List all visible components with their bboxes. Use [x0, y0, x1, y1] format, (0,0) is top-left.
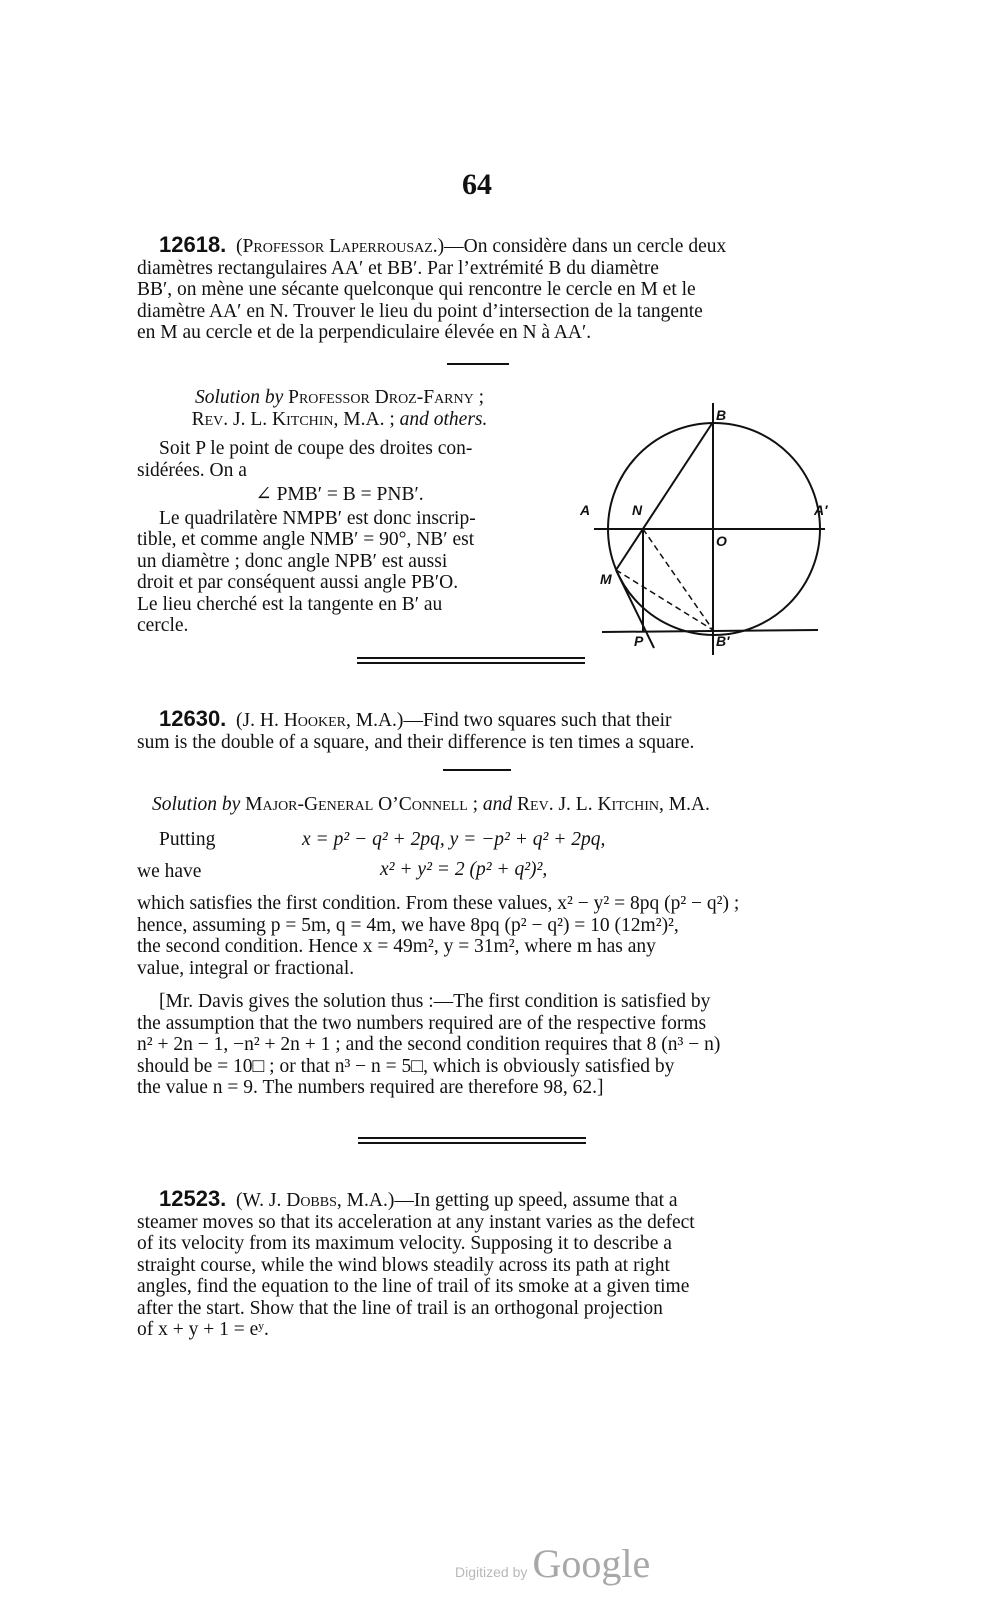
- label-m: M: [600, 571, 612, 587]
- problem-author: (Professor Laperrousaz.): [236, 236, 445, 257]
- problem-text: —Find two squares such that their: [403, 710, 672, 731]
- problem-text: BB′, on mène une sécante quelconque qui rencontre le cercle en M et le: [137, 279, 696, 300]
- problem-text: steamer moves so that its acceleration at any instant varies as the defect: [137, 1211, 695, 1233]
- davis-text: [Mr. Davis gives the solution thus :—The first condition is satisfied by: [159, 991, 711, 1012]
- short-rule: [443, 769, 511, 771]
- solver-names: Rev. J. L. Kitchin, M.A.: [517, 794, 710, 815]
- label-o: O: [716, 533, 727, 549]
- solution-text: tible, et comme angle NMB′ = 90°, NB′ est: [137, 529, 475, 550]
- geometry-figure: [570, 380, 830, 660]
- double-rule-bottom: [357, 662, 585, 664]
- problem-text: of its velocity from its maximum velocity. Supposing it to describe a: [137, 1233, 672, 1254]
- google-logo: Google: [532, 1541, 651, 1586]
- davis-text: the value n = 9. The numbers required are therefore 98, 62.]: [137, 1077, 604, 1098]
- double-rule-bottom: [358, 1142, 586, 1144]
- solution-text: which satisfies the first condition. From these values, x² − y² = 8pq (p² − q²) ;: [137, 893, 740, 914]
- label-p: P: [634, 633, 644, 649]
- google-watermark: [455, 1540, 650, 1587]
- problem-12630-line-1: [137, 708, 822, 732]
- solution-text: sidérées. On a: [137, 459, 247, 481]
- solver-names: Rev. J. L. Kitchin, M.A. ;: [191, 408, 395, 430]
- we-have-label: we have: [137, 861, 202, 882]
- label-n: N: [632, 502, 643, 518]
- tangent-at-b-prime: [602, 630, 818, 632]
- solution-attribution-2: [137, 409, 542, 431]
- problem-author: (J. H. Hooker, M.A.): [236, 710, 404, 731]
- and-others: and others.: [399, 408, 488, 430]
- solver-names: Professor Droz-Farny ;: [288, 387, 485, 408]
- problem-12618-line-1: [137, 234, 822, 258]
- problem-text: sum is the double of a square, and their difference is ten times a square.: [137, 731, 695, 753]
- problem-number: 12630.: [159, 706, 227, 731]
- solver-names: Major-General O’Connell ;: [245, 794, 479, 815]
- label-a-prime: A′: [814, 502, 828, 518]
- problem-text: diamètres rectangulaires AA′ et BB′. Par l’extrémité B du diamètre: [137, 257, 659, 279]
- problem-text: diamètre AA′ en N. Trouver le lieu du point d’intersection de la tangente: [137, 300, 703, 322]
- solution-attribution: [137, 387, 542, 409]
- label-b-prime: B′: [716, 633, 730, 649]
- solution-by-label: Solution by: [194, 387, 284, 408]
- solution-text: Le lieu cherché est la tangente en B′ au: [137, 593, 443, 615]
- solution-text: value, integral or fractional.: [137, 957, 355, 979]
- problem-text: angles, find the equation to the line of trail of its smoke at a given time: [137, 1276, 690, 1297]
- solution-text: droit et par conséquent aussi angle PB′O.: [137, 572, 459, 593]
- problem-author: (W. J. Dobbs, M.A.): [236, 1190, 395, 1211]
- solution-12618: [137, 387, 542, 637]
- davis-text: the assumption that the two numbers required are of the respective forms: [137, 1012, 707, 1034]
- label-a: A: [580, 502, 591, 518]
- problem-12523-line-1: [137, 1188, 822, 1212]
- problem-text: of x + y + 1 = eʸ.: [137, 1319, 269, 1340]
- solution-text: un diamètre ; donc angle NPB′ est aussi: [137, 550, 448, 572]
- solution-12630-body: [137, 893, 822, 979]
- problem-12523: [137, 1188, 822, 1341]
- solution-by-label: Solution by: [152, 794, 241, 815]
- label-b: B: [716, 407, 727, 423]
- solution-12630-attribution: [152, 794, 832, 816]
- and-label: and: [482, 794, 513, 815]
- problem-number: 12523.: [159, 1186, 227, 1211]
- putting-equation: x = p² − q² + 2pq, y = −p² + q² + 2pq,: [302, 829, 606, 850]
- short-rule: [447, 363, 509, 365]
- problem-text: after the start. Show that the line of trail is an orthogonal projection: [137, 1297, 663, 1319]
- solution-text: cercle.: [137, 615, 189, 636]
- solution-equation: ∠ PMB′ = B = PNB′.: [255, 484, 424, 505]
- we-have-equation: x² + y² = 2 (p² + q²)²,: [380, 859, 548, 880]
- davis-text: n² + 2n − 1, −n² + 2n + 1 ; and the second condition requires that 8 (n³ − n): [137, 1034, 721, 1055]
- davis-note: [137, 991, 822, 1099]
- problem-text: —On considère dans un cercle deux: [444, 236, 727, 257]
- putting-label: Putting: [159, 829, 216, 850]
- double-rule-top: [358, 1137, 586, 1139]
- digitized-by-label: Digitized by: [455, 1564, 528, 1580]
- page-number: 64: [462, 168, 492, 201]
- double-rule-top: [357, 657, 585, 659]
- solution-text: hence, assuming p = 5m, q = 4m, we have 8pq (p² − q²) = 10 (12m²)²,: [137, 914, 679, 936]
- problem-number: 12618.: [159, 232, 227, 257]
- problem-text: straight course, while the wind blows steadily across its path at right: [137, 1254, 670, 1276]
- solution-text: Soit P le point de coupe des droites con-: [159, 438, 473, 459]
- davis-text: should be = 10□ ; or that n³ − n = 5□, which is obviously satisfied by: [137, 1055, 675, 1077]
- problem-12618: [137, 234, 822, 344]
- secant-bm: [616, 422, 713, 570]
- problem-12630: [137, 708, 822, 753]
- problem-text: en M au cercle et de la perpendiculaire élevée en N à AA′.: [137, 322, 592, 343]
- problem-text: —In getting up speed, assume that a: [394, 1190, 678, 1211]
- solution-text: the second condition. Hence x = 49m², y = 31m², where m has any: [137, 936, 656, 957]
- solution-text: Le quadrilatère NMPB′ est donc inscrip-: [159, 507, 476, 529]
